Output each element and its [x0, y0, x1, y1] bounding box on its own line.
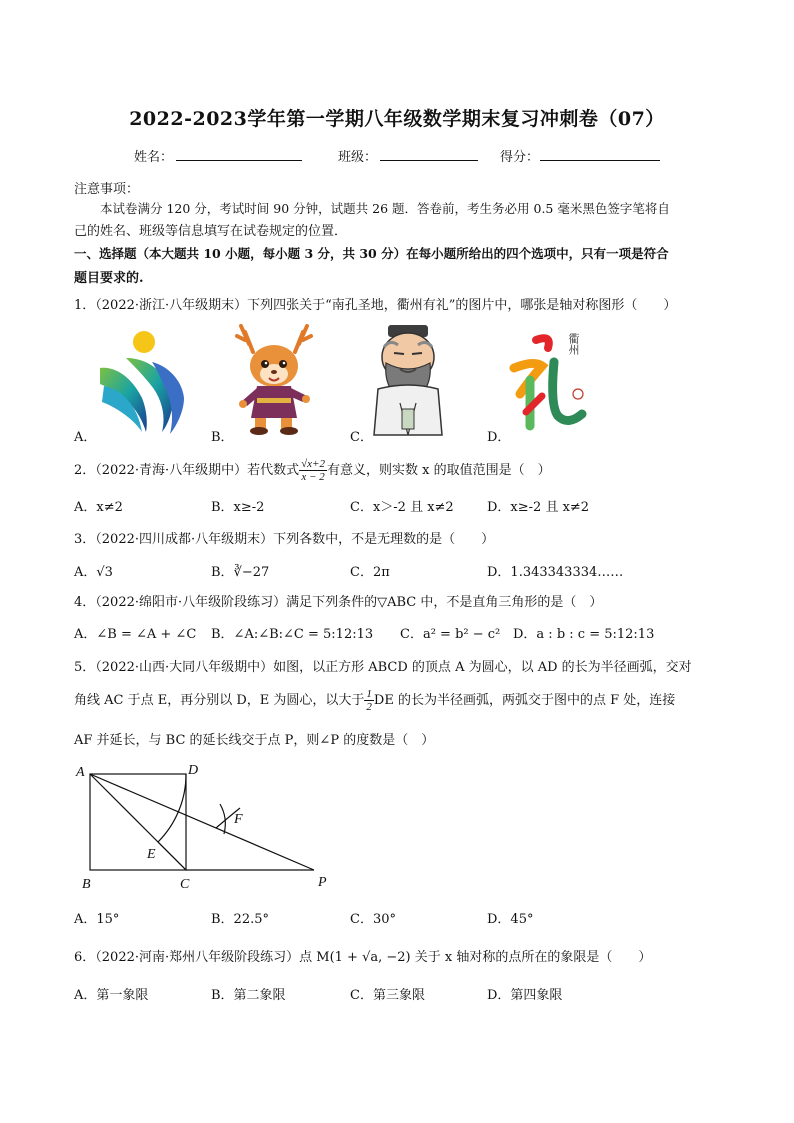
- q2-stem-part-a: 2．（2022·青海·八年级期中）若代数式: [74, 463, 300, 478]
- q4-option-b[interactable]: B．∠A:∠B:∠C = 5:12:13: [211, 627, 374, 642]
- q2-fraction-numerator: √x+2: [301, 458, 325, 470]
- q4-stem: 4．（2022·绵阳市·八年级阶段练习）满足下列条件的▽ABC 中，不是直角三角形的是（ ）: [74, 595, 603, 610]
- q1-option-a-logo: [96, 328, 188, 436]
- name-label: 姓名：: [134, 150, 174, 165]
- segment-ec: [158, 842, 186, 870]
- arc-de: [158, 774, 186, 842]
- q5-stem-line-2-part-a: 角线 AC 于点 E，再分别以 D，E 为圆心，以大于: [74, 693, 365, 708]
- page-title: 2022-2023学年第一学期八年级数学期末复习冲刺卷（07）: [129, 108, 665, 130]
- q5-option-c[interactable]: C．30°: [350, 912, 396, 927]
- label-e: E: [147, 847, 156, 862]
- q1-option-b[interactable]: B．: [211, 430, 234, 445]
- label-b: B: [82, 877, 91, 892]
- q1-option-a[interactable]: A．: [74, 430, 97, 445]
- q5-half-numerator: 1: [366, 688, 372, 700]
- q2-stem-part-b: 有意义，则实数 x 的取值范围是（ ）: [326, 463, 551, 478]
- label-f: F: [234, 812, 243, 827]
- q5-half-fraction: [364, 688, 374, 713]
- q1-option-c[interactable]: C．: [350, 430, 373, 445]
- q2-fraction-denominator: x − 2: [301, 471, 325, 483]
- label-a: A: [76, 765, 85, 780]
- class-blank[interactable]: [380, 160, 478, 161]
- q2-option-d[interactable]: D．x≥-2 且 x≠2: [487, 500, 590, 515]
- q6-option-c[interactable]: C．第三象限: [350, 988, 425, 1003]
- q5-stem-line-1: 5．（2022·山西·大同八年级期中）如图，以正方形 ABCD 的顶点 A 为圆心，以 AD 的长为半径画弧，交对: [74, 660, 692, 675]
- q6-option-d[interactable]: D．第四象限: [487, 988, 563, 1003]
- q1-stem: 1．（2022·浙江·八年级期末）下列四张关于“南孔圣地，衢州有礼”的图片中，哪张是轴对称图形（ ）: [74, 298, 677, 313]
- notice-line-1: 本试卷满分 120 分，考试时间 90 分钟，试题共 26 题．答卷前，考生务必用 0.5 毫米黑色签字笔将自: [100, 201, 670, 216]
- q2-option-a[interactable]: A．x≠2: [74, 500, 123, 515]
- q5-stem-line-2: [74, 688, 675, 713]
- q5-option-b[interactable]: B．22.5°: [211, 912, 269, 927]
- q3-option-d[interactable]: D．1.343343334……: [487, 565, 624, 580]
- q2-option-c[interactable]: C．x＞-2 且 x≠2: [350, 500, 454, 515]
- q5-geometry-figure: [70, 758, 340, 894]
- notice-line-2: 己的姓名、班级等信息填写在试卷规定的位置．: [74, 224, 348, 239]
- name-blank[interactable]: [176, 160, 302, 161]
- label-p: P: [318, 875, 327, 890]
- label-c: C: [180, 877, 190, 892]
- q1-option-d[interactable]: D．: [487, 430, 511, 445]
- q2-stem: [74, 458, 551, 483]
- q2-option-b[interactable]: B．x≥-2: [211, 500, 265, 515]
- q5-stem-line-2-part-b: DE 的长为半径画弧，两弧交于图中的点 F 处，连接: [373, 693, 676, 708]
- q5-stem-line-3: AF 并延长，与 BC 的延长线交于点 P，则∠P 的度数是（ ）: [74, 733, 435, 748]
- label-d: D: [188, 763, 199, 778]
- q5-option-d[interactable]: D．45°: [487, 912, 534, 927]
- section-heading-line-2: 题目要求的.: [74, 271, 144, 286]
- q3-option-b[interactable]: B．∛−27: [211, 565, 270, 580]
- score-label: 得分：: [500, 150, 540, 165]
- line-ap: [90, 774, 314, 870]
- q4-option-d[interactable]: D．a : b : c = 5:12:13: [513, 627, 655, 642]
- q4-option-a[interactable]: A．∠B = ∠A + ∠C: [74, 627, 197, 642]
- q1-option-d-chars: 衢州: [567, 333, 580, 355]
- section-heading-line-1: 一、选择题（本大题共 10 小题，每小题 3 分，共 30 分）在每小题所给出的四个选项中，只有一项是符合: [74, 246, 669, 261]
- q3-option-a[interactable]: A．√3: [74, 565, 113, 580]
- notice-heading: 注意事项：: [74, 182, 140, 197]
- q4-option-c[interactable]: C．a² = b² − c²: [400, 627, 501, 642]
- q5-option-a[interactable]: A．15°: [74, 912, 120, 927]
- q1-option-c-confucius: [370, 323, 446, 437]
- class-label: 班级：: [338, 150, 378, 165]
- q6-option-b[interactable]: B．第二象限: [211, 988, 286, 1003]
- q5-half-denominator: 2: [366, 701, 372, 713]
- q3-stem: 3．（2022·四川成都·八年级期末）下列各数中，不是无理数的是（ ）: [74, 532, 495, 547]
- q3-option-c[interactable]: C．2π: [350, 565, 390, 580]
- q6-stem: 6．（2022·河南·郑州八年级阶段练习）点 M(1 + √a, −2) 关于 x 轴对称的点所在的象限是（ ）: [74, 950, 652, 965]
- score-blank[interactable]: [540, 160, 660, 161]
- q2-fraction: [299, 458, 327, 483]
- q6-option-a[interactable]: A．第一象限: [74, 988, 149, 1003]
- q1-option-b-deer-mascot: [231, 322, 317, 436]
